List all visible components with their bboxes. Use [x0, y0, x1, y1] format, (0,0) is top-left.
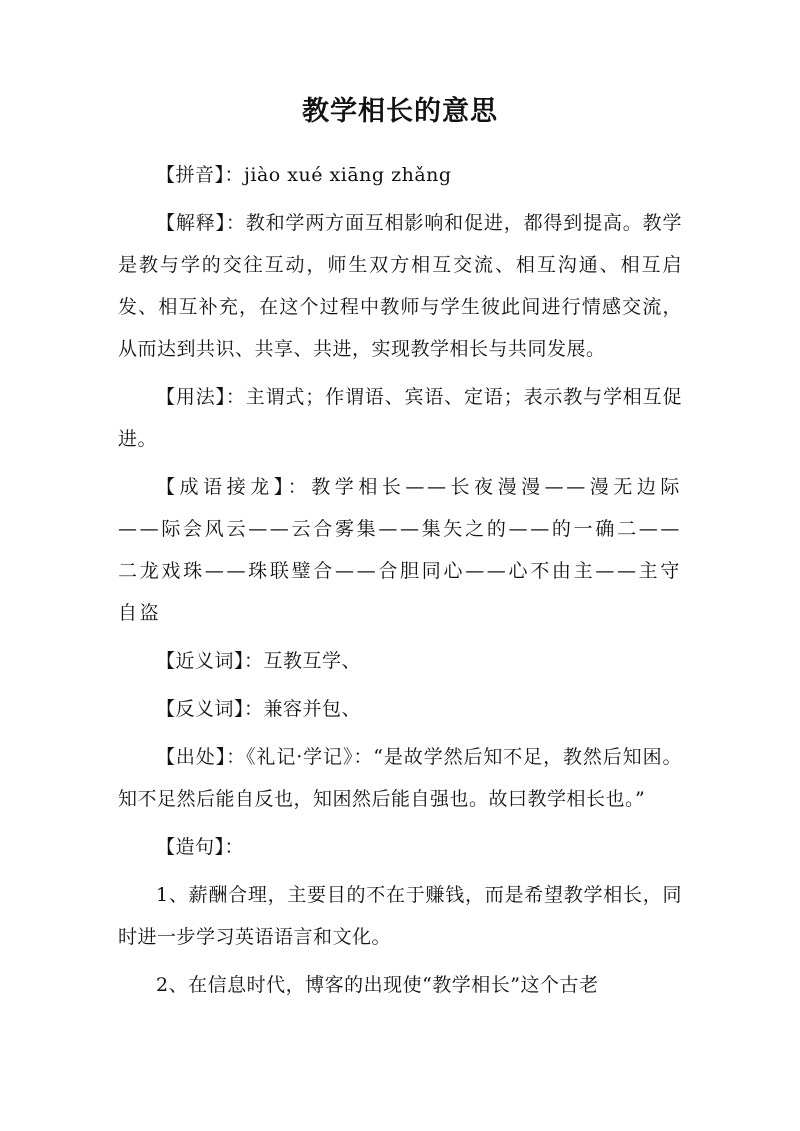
chuchu-label: 【出处】： [156, 746, 247, 768]
jieshi-value: 教和学两方面互相影响和促进，都得到提高。教学是教与学的交往互动，师生双方相互交流、相互沟通、相互启发、相互补充，在这个过程中教师与学生彼此间进行情感交流，从而达到共识、共享、共进，实现教学相长与共同发展。 [118, 212, 682, 360]
zaoju-paragraph [118, 826, 682, 868]
pinyin-paragraph [118, 154, 682, 196]
jielong-paragraph [118, 466, 682, 634]
yongfa-value: 主谓式；作谓语、宾语、定语；表示教与学相互促进。 [118, 386, 682, 450]
fanyici-value: 兼容并包、 [263, 698, 362, 720]
page-title: 教学相长的意思 [302, 96, 498, 127]
jinyici-paragraph [118, 640, 682, 682]
jieshi-label: 【解释】： [156, 212, 246, 234]
jinyici-value: 互教互学、 [263, 650, 362, 672]
jielong-label: 【成语接龙】： [156, 476, 312, 498]
jinyici-label: 【近义词】： [156, 650, 264, 672]
fanyici-label: 【反义词】： [156, 698, 264, 720]
pinyin-value: jiào xué xiāng zhǎng [244, 164, 452, 186]
yongfa-paragraph [118, 376, 682, 460]
zaoju-item-2: 2、在信息时代，博客的出现使“教学相长”这个古老 [156, 974, 599, 996]
chuchu-value: 《礼记·学记》：“是故学然后知不足，教然后知困。知不足然后能自反也，知困然后能自强也。故曰教学相长也。” [118, 746, 682, 810]
fanyici-paragraph [118, 688, 682, 730]
zaoju-label: 【造句】： [156, 836, 245, 858]
jieshi-paragraph [118, 202, 682, 370]
yongfa-label: 【用法】： [156, 386, 246, 408]
zaoju-item-1: 1、薪酬合理，主要目的不在于赚钱，而是希望教学相长，同时进一步学习英语语言和文化。 [118, 884, 682, 948]
pinyin-label: 【拼音】： [156, 164, 245, 186]
chuchu-paragraph [118, 736, 682, 820]
jielong-value: 教学相长——长夜漫漫——漫无边际——际会风云——云合雾集——集矢之的——的一确二——二龙戏珠——珠联璧合——合胆同心——心不由主——主守自盗 [118, 476, 682, 624]
